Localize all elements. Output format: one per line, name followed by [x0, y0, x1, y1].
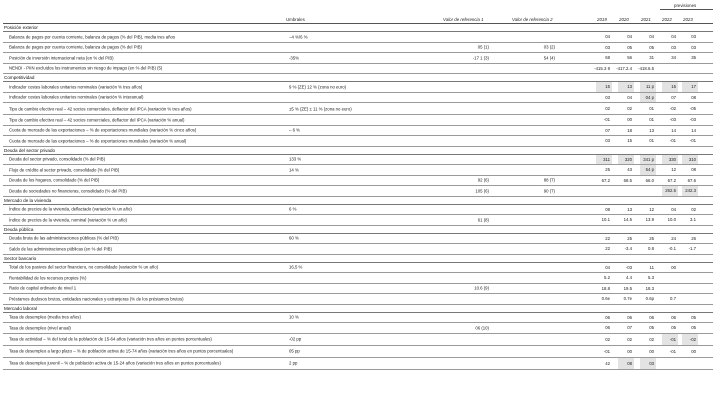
reference-value-1: 92 (6) [477, 177, 489, 183]
year-value-cell [662, 358, 678, 369]
indicator-label: Índice de precios de la vivienda, nominal (variación % un año) [9, 217, 127, 223]
section-header: Mercado laboral [3, 305, 713, 313]
year-value-cell: 05 [671, 325, 676, 331]
year-value-cell: 05 [691, 325, 696, 331]
year-value-cell: 43 [627, 167, 632, 173]
year-value-cell: 04 [671, 34, 676, 40]
year-value-cell: -0.1 [668, 246, 676, 252]
threshold-value: −4 %/6 % [289, 34, 308, 40]
year-value-cell: 42 [605, 360, 610, 366]
year-value-cell: 0.7e [623, 296, 632, 302]
year-value-cell: 07 [605, 127, 610, 133]
year-value-cell: 24 [671, 235, 676, 241]
reference-value-2: 88 (7) [543, 177, 555, 183]
year-value-cell: 10.1 [601, 217, 610, 223]
section-header: Deuda del sector privado [3, 147, 713, 155]
table-row [3, 263, 713, 274]
year-value-cell: 18 [627, 127, 632, 133]
table-row [3, 155, 713, 166]
year-value-cell: 11 p [640, 82, 656, 92]
year-value-cell [662, 273, 678, 283]
threshold-value: ±5 % (ZE) ± 11 % (zona no euro) [289, 106, 352, 111]
indicator-label: Saldo de las administraciones públicas (en % del PIB) [9, 246, 112, 252]
year-value-cell: 18.3 [645, 285, 654, 291]
year-value-cell: 0.7 [670, 296, 676, 302]
year-value-cell: 06 [627, 314, 632, 320]
threshold-value: 05 pp [289, 348, 300, 354]
section-header: Competitividad [3, 74, 713, 82]
year-value-cell: 07 [671, 94, 676, 100]
table-row [3, 334, 713, 346]
reference-value-1: 61 (8) [477, 217, 489, 223]
table-row [3, 103, 713, 115]
table-row [3, 244, 713, 255]
year-value-cell: 00 [691, 348, 696, 354]
year-value-cell: 14.5 [623, 217, 632, 223]
year-value-cell [682, 273, 698, 283]
year-value-cell: 5.3 [648, 275, 654, 281]
year-value-cell: 22 [605, 235, 610, 241]
year-value-cell: 08 [691, 94, 696, 100]
indicator-label: Tipo de cambio efectivo real – 42 socios comerciales, deflactor del IPCA (variación % anual) [9, 117, 185, 123]
year-value-cell: 19.5 [623, 285, 632, 291]
indicator-label: Deuda bruta de las administraciones públicas (% del PIB) [9, 235, 119, 241]
indicator-label: Deuda de sociedades no financieras, consolidado (% del PIB) [9, 188, 127, 194]
reference-value-1: -17 1 (3) [472, 55, 489, 61]
year-value-cell [596, 186, 612, 196]
year-value-cell: -1.7 [688, 246, 696, 252]
year-value-cell: -01 [662, 334, 678, 345]
year-value-cell: 00 [627, 117, 632, 123]
table-row [3, 284, 713, 295]
table-row [3, 165, 713, 176]
year-value-cell: 08 [618, 358, 634, 369]
year-value-cell: 13 [649, 127, 654, 133]
year-value-cell: 14 [671, 127, 676, 133]
year-header: 2021 [641, 17, 651, 22]
table-row [3, 323, 713, 334]
year-value-cell: 18.8 [601, 285, 610, 291]
year-header: 2022 [662, 17, 672, 22]
year-value-cell: 26 [691, 235, 696, 241]
year-value-cell: 13.9 [645, 217, 654, 223]
year-value-cell: 00 [671, 264, 676, 270]
year-value-cell: 02 [627, 106, 632, 111]
year-value-cell: 06 [671, 314, 676, 320]
year-value-cell: 68.5 [623, 177, 632, 183]
section-header: Posición exterior [3, 24, 713, 32]
year-value-cell: -03 [689, 117, 696, 123]
year-value-cell: 54 p [640, 165, 656, 175]
year-value-cell: 04 [627, 34, 632, 40]
threshold-value: 60 % [289, 235, 299, 241]
year-value-cell: -01 [603, 348, 610, 354]
table-row [3, 126, 713, 137]
threshold-value: 9 % (ZE) 12 % (zona no euro) [289, 84, 347, 90]
year-value-cell: 262.5 [662, 186, 678, 196]
table-row [3, 346, 713, 358]
year-value-cell: 67.2 [601, 177, 610, 183]
indicator-label: Tipo de cambio efectivo real – 42 socios comerciales, deflactor del IPCA (variación % tres años) [9, 106, 192, 111]
year-value-cell [618, 186, 634, 196]
year-value-cell [662, 284, 678, 294]
table-row [3, 82, 713, 93]
year-value-cell: 25 [627, 235, 632, 241]
threshold-value: 133 % [289, 156, 302, 162]
indicator-label: Flujo de crédito al sector privado, consolidado (% del PIB) [9, 167, 120, 173]
year-value-cell: 03 [671, 44, 676, 50]
reference-value-2: 90 (7) [543, 188, 555, 194]
table-row [3, 294, 713, 305]
year-value-cell: 03 [691, 44, 696, 50]
year-value-cell: 15 [662, 82, 678, 92]
indicator-label: Indicador costes laborales unitarios nominales (variación % tres años) [9, 84, 143, 90]
table-row [3, 93, 713, 104]
year-value-cell: 03 [605, 44, 610, 50]
year-value-cell: 06 [649, 314, 654, 320]
year-value-cell: 67.2 [667, 177, 676, 183]
indicator-label: Cuota de mercado de las exportaciones – % de exportaciones mundiales (variación % anual) [9, 138, 187, 144]
year-value-cell: 01 [649, 117, 654, 123]
indicator-label: NENDI - PIIN excluidos los instrumentos sin riesgo de impago (en % del PIB) (5) [9, 65, 163, 71]
indicator-label: Deuda de los hogares, consolidado (% del PIB) [9, 177, 100, 183]
year-value-cell: 02 [605, 106, 610, 111]
year-value-cell: 12 [671, 167, 676, 173]
table-row [3, 186, 713, 197]
year-value-cell: 0.6p [645, 296, 654, 302]
year-value-cell: 06 [605, 325, 610, 331]
year-value-cell: 05 [649, 44, 654, 50]
year-value-cell: 03 [691, 34, 696, 40]
year-value-cell: -03 [625, 264, 632, 270]
year-value-cell: 15 [596, 82, 612, 92]
year-value-cell: 15 [627, 138, 632, 144]
reference-value-1: 05 (1) [477, 44, 489, 50]
year-value-cell: -415.3 8 [594, 65, 610, 71]
indicator-label: Tasa de desempleo a largo plazo – % de población activa de 15-74 años (variación tres años en puntos porcentuales) [9, 348, 234, 354]
year-value-cell: 06 [605, 314, 610, 320]
threshold-value: -02 pp [289, 336, 302, 342]
year-value-cell: 34 [671, 55, 676, 61]
year-value-cell [682, 263, 698, 273]
year-value-cell [640, 186, 656, 196]
year-value-cell: -418.6.5 [638, 65, 654, 71]
indicator-label: Indicador costes laborales unitarios nominales (variación % interanual) [9, 94, 144, 100]
year-header: 2023 [683, 17, 693, 22]
year-value-cell [682, 358, 698, 369]
year-value-cell: 0.6e [601, 296, 610, 302]
year-value-cell: 68 [605, 55, 610, 61]
year-value-cell: 04 [649, 34, 654, 40]
reference-value-1: 105 (6) [475, 188, 489, 194]
year-value-cell: 02 [627, 336, 632, 342]
indicator-label: Balanza de pagos por cuenta corriente, balanza de pagos (% del PIB), media tres años [9, 34, 176, 40]
year-value-cell: 05 [691, 314, 696, 320]
year-value-cell: 07 [627, 325, 632, 331]
year-value-cell: 66.0 [645, 177, 654, 183]
year-value-cell: 04 [627, 94, 632, 100]
year-value-cell: 5.2 [604, 275, 610, 281]
ref2-header: Valor de referencia 2 [512, 17, 553, 22]
year-value-cell: 04 [605, 264, 610, 270]
forecast-divider [660, 9, 713, 10]
year-value-cell: 04 p [640, 93, 656, 103]
year-value-cell: 330 [662, 155, 678, 165]
year-value-cell: 31 [649, 55, 654, 61]
year-value-cell: 56 [627, 55, 632, 61]
year-value-cell: 02 [605, 336, 610, 342]
indicator-label: Préstamos dudosos brutos, entidades nacionales y extranjeras (% de los préstamos brutos) [9, 296, 184, 302]
year-value-cell [682, 64, 698, 74]
year-value-cell: -01 [603, 117, 610, 123]
year-value-cell: 02 [649, 336, 654, 342]
year-value-cell [682, 284, 698, 294]
indicator-label: Tasa de desempleo (media tres años) [9, 314, 81, 320]
indicator-label: Rentabilidad de los recursos propios (%) [9, 275, 87, 281]
table-row [3, 176, 713, 187]
year-header: 2019 [597, 17, 607, 22]
table-row [3, 313, 713, 324]
year-value-cell: 03 [605, 94, 610, 100]
threshold-value: -35% [289, 55, 300, 61]
year-value-cell: 08 [605, 206, 610, 212]
year-value-cell: 12 [649, 206, 654, 212]
year-value-cell: 13 [618, 82, 634, 92]
table-row [3, 43, 713, 54]
year-value-cell: 242.3 [682, 186, 698, 196]
year-value-cell: 67.6 [687, 177, 696, 183]
threshold-value: 6 % [289, 206, 297, 212]
section-header: Sector bancario [3, 255, 713, 263]
year-value-cell: 25 [649, 235, 654, 241]
table-row [3, 234, 713, 245]
threshold-value: 2 pp [289, 360, 298, 366]
forecast-header: previsiones [674, 3, 697, 8]
year-value-cell: 3.1 [690, 217, 696, 223]
year-value-cell: 02 [691, 206, 696, 212]
year-value-cell: 03 [640, 358, 656, 369]
threshold-header: Umbrales [286, 17, 305, 22]
reference-value-2: 54 (4) [543, 55, 555, 61]
year-value-cell: 05 [627, 44, 632, 50]
threshold-value: 16,5 % [289, 264, 303, 270]
year-value-cell: 08 [691, 167, 696, 173]
year-value-cell: -3.4 [624, 246, 632, 252]
indicator-label: Cuota de mercado de las exportaciones – % de exportaciones mundiales (variación % cinco años) [9, 127, 197, 133]
indicator-label: Deuda del sector privado, consolidado (% del PIB) [9, 156, 106, 162]
table-row [3, 53, 713, 64]
year-value-cell [682, 294, 698, 304]
year-value-cell: 0.8 [648, 246, 654, 252]
year-value-cell: -02 [682, 334, 698, 345]
indicator-label: Tasa de desempleo juvenil – % de población activa de 15-24 años (variación tres años en puntos porcentuales) [9, 360, 221, 366]
table-row [3, 358, 713, 370]
year-value-cell: 25 [605, 167, 610, 173]
indicator-label: Total de los pasivos del sector financiero, no consolidado (variación % un año) [9, 264, 159, 270]
year-value-cell: 311 [596, 155, 612, 165]
year-value-cell: 341 p [640, 155, 656, 165]
year-value-cell: 00 [649, 348, 654, 354]
indicator-label: Tasa de actividad – % del total de la población de 15-64 años (variación tres años en puntos porcentuales) [9, 336, 212, 342]
year-value-cell: 11 [649, 264, 654, 270]
year-value-cell: 320 [618, 155, 634, 165]
year-value-cell: 03 [605, 138, 610, 144]
year-value-cell: -03 [669, 117, 676, 123]
year-value-cell: 35 [691, 55, 696, 61]
table-row [3, 136, 713, 147]
table-row [3, 115, 713, 126]
threshold-value: – 6 % [289, 127, 300, 133]
year-value-cell: 00 [627, 348, 632, 354]
year-value-cell [662, 64, 678, 74]
year-value-cell: -02 [669, 106, 676, 111]
indicator-label: Ratio de capital ordinario de nivel 1 [9, 285, 77, 291]
year-value-cell: -01 [669, 348, 676, 354]
indicator-label: Tasa de desempleo (nivel anual) [9, 325, 71, 331]
year-value-cell: 310 [682, 155, 698, 165]
year-header: 2020 [619, 17, 629, 22]
year-value-cell: 10.0 [667, 217, 676, 223]
year-value-cell: 01 [649, 138, 654, 144]
table-row [3, 215, 713, 226]
section-header: Mercado de la vivienda [3, 197, 713, 205]
indicator-label: Posición de inversión internacional neta (en % del PIB) [9, 55, 114, 61]
year-value-cell: -417.2.4 [616, 65, 632, 71]
threshold-value: 10 % [289, 314, 299, 320]
year-value-cell: 14 [691, 127, 696, 133]
table-row [3, 32, 713, 43]
year-value-cell: 13 [627, 206, 632, 212]
year-value-cell: -01 [669, 138, 676, 144]
indicator-label: Índice de precios de la vivienda, deflactado (variación % un año) [9, 206, 132, 212]
reference-value-2: 03 (2) [543, 44, 555, 50]
reference-value-1: 06 (10) [475, 325, 489, 331]
indicator-table [3, 24, 713, 370]
ref1-header: Valor de referencia 1 [443, 17, 484, 22]
year-value-cell: 22 [605, 246, 610, 252]
year-value-cell: -05 [689, 106, 696, 111]
reference-value-1: 10.6 (9) [474, 285, 489, 291]
year-value-cell: 4.4 [626, 275, 632, 281]
year-value-cell: 05 [649, 325, 654, 331]
year-value-cell: 01 [649, 106, 654, 111]
year-value-cell: 04 [671, 206, 676, 212]
year-value-cell: 04 [605, 34, 610, 40]
indicator-label: Balanza de pagos por cuenta corriente, balanza de pagos (% del PIB) [9, 44, 143, 50]
year-value-cell: -01 [689, 138, 696, 144]
table-row [3, 64, 713, 75]
year-value-cell: 17 [682, 82, 698, 92]
table-row [3, 273, 713, 284]
table-row [3, 205, 713, 216]
threshold-value: 14 % [289, 167, 299, 173]
section-header: Deuda pública [3, 226, 713, 234]
